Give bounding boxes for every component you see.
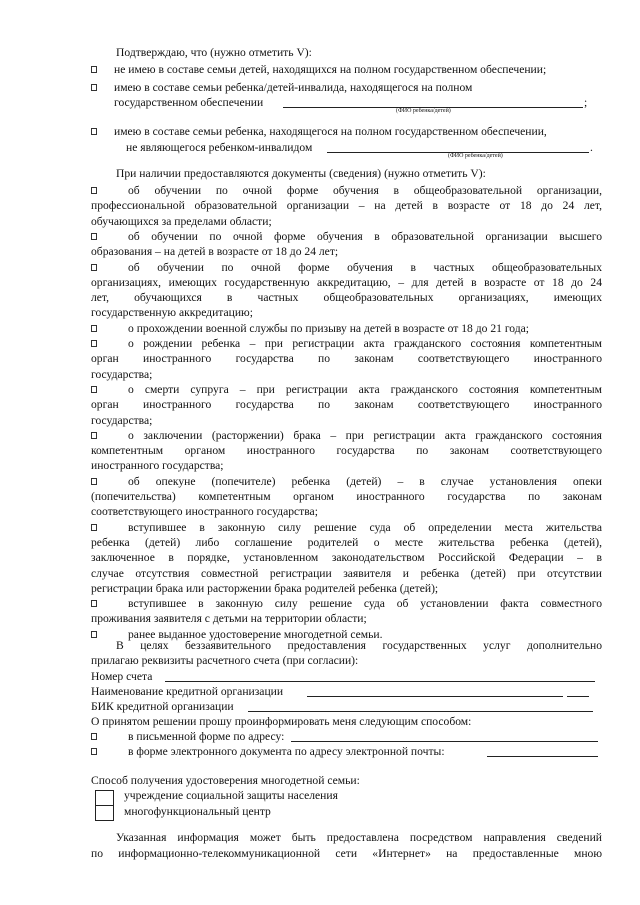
document-item-6-line: государства; bbox=[91, 413, 153, 427]
child-name-caption-1: (ФИО ребенка/детей) bbox=[396, 108, 451, 114]
confirm-option-2-end: ; bbox=[584, 96, 588, 109]
child-name-caption-2: (ФИО ребенка/детей) bbox=[448, 153, 503, 159]
document-item-6-line: о смерти супруга – при регистрации акта гражданского состояния компетентным bbox=[128, 382, 602, 396]
document-item-6-line: орган иностранного государства по законам соответствующего иностранного bbox=[91, 398, 602, 412]
checkbox-receive-mfc[interactable] bbox=[95, 805, 114, 821]
document-item-3-line: об обучении по очной форме обучения в частных общеобразовательных bbox=[128, 260, 602, 274]
confirm-intro: Подтверждаю, что (нужно отметить V): bbox=[116, 46, 312, 59]
confirm-option-3-line1: имею в составе семьи ребенка, находящегося на полном государственном обеспечении, bbox=[114, 125, 547, 138]
document-item-3-line: лет, обучающихся в частных общеобразовательных организациях, имеющих bbox=[91, 291, 602, 305]
document-item-8-line: об опекуне (попечителе) ребенка (детей) – в случае установления опеки bbox=[128, 474, 602, 488]
document-item-1-line: профессиональной образовательной организации – на детей в возрасте от 18 до 24 лет, bbox=[91, 199, 602, 213]
document-item-5-line: орган иностранного государства по законам соответствующего иностранного bbox=[91, 352, 602, 366]
bank-name-field-extra[interactable] bbox=[567, 696, 589, 697]
checkbox-notify-paper[interactable] bbox=[91, 733, 97, 740]
checkbox-document-6[interactable] bbox=[91, 386, 97, 393]
document-item-5-line: о рождении ребенка – при регистрации акта гражданского состояния компетентным bbox=[128, 337, 602, 350]
receive-intro: Способ получения удостоверения многодетной семьи: bbox=[91, 774, 360, 787]
checkbox-document-1[interactable] bbox=[91, 187, 97, 194]
document-item-7-line: иностранного государства; bbox=[91, 459, 224, 473]
checkbox-document-11[interactable] bbox=[91, 631, 97, 638]
document-item-11-line: ранее выданное удостоверение многодетной семьи. bbox=[128, 627, 383, 641]
notify-intro: О принятом решении прошу проинформировать меня следующим способом: bbox=[91, 715, 472, 728]
postal-address-field[interactable] bbox=[291, 741, 598, 742]
document-item-10-line: проживания заявителя с детьми на территории области; bbox=[91, 612, 367, 626]
notify-paper-label: в письменной форме по адресу: bbox=[128, 730, 285, 743]
checkbox-no-children-state-care[interactable] bbox=[91, 66, 97, 73]
document-item-9-line: заключенное в порядке, установленном законодательством Российской Федерации – в bbox=[91, 551, 602, 565]
confirm-option-1: не имею в составе семьи детей, находящихся на полном государственном обеспечении; bbox=[114, 63, 547, 76]
bank-intro-line2: прилагаю реквизиты расчетного счета (при согласии): bbox=[91, 654, 359, 667]
document-item-3-line: организациях, имеющих государственную аккредитацию, – для детей в возрасте от 18 до 24 bbox=[91, 275, 602, 289]
document-item-9-line: случае отсутствия совместной регистрации заявителя и ребенка (детей) при отсутствии bbox=[91, 566, 602, 580]
checkbox-document-9[interactable] bbox=[91, 524, 97, 531]
bank-name-field[interactable] bbox=[307, 696, 563, 697]
checkbox-notify-electronic[interactable] bbox=[91, 748, 97, 755]
document-item-8-line: соответствующего иностранного государства; bbox=[91, 505, 318, 519]
receive-option-mfc: многофункциональный центр bbox=[124, 805, 271, 818]
notify-electronic-label: в форме электронного документа по адресу электронной почты: bbox=[128, 745, 445, 758]
checkbox-document-2[interactable] bbox=[91, 233, 97, 240]
account-number-label: Номер счета bbox=[91, 670, 153, 683]
checkbox-document-3[interactable] bbox=[91, 264, 97, 271]
confirm-option-2-line2: государственном обеспечении bbox=[114, 96, 264, 109]
document-item-2-line: об обучении по очной форме обучения в образовательной организации высшего bbox=[128, 229, 602, 243]
footer-line1: Указанная информация может быть предоставлена посредством направления сведений bbox=[116, 831, 602, 844]
document-item-9-line: регистрации брака или расторжении брака родителей ребенка (детей); bbox=[91, 581, 439, 595]
document-item-4-line: о прохождении военной службы по призыву на детей в возрасте от 18 до 21 года; bbox=[128, 321, 530, 335]
bank-intro-line1: В целях беззаявительного предоставления государственных услуг дополнительно bbox=[116, 639, 602, 652]
document-item-7-line: компетентным органом иностранного государства по законам соответствующего bbox=[91, 444, 602, 458]
document-item-9-line: вступившее в законную силу решение суда об определении места жительства bbox=[128, 520, 602, 534]
checkbox-document-8[interactable] bbox=[91, 478, 97, 485]
account-number-field[interactable] bbox=[165, 681, 595, 682]
document-item-1-line: об обучении по очной форме обучения в общеобразовательной организации, bbox=[128, 184, 602, 197]
checkbox-disabled-child-state-care[interactable] bbox=[91, 84, 97, 91]
checkbox-child-state-care-not-disabled[interactable] bbox=[91, 128, 97, 135]
document-item-1-line: обучающихся за пределами области; bbox=[91, 214, 272, 228]
document-item-3-line: государственную аккредитацию; bbox=[91, 306, 253, 320]
email-address-field[interactable] bbox=[487, 756, 598, 757]
document-item-5-line: государства; bbox=[91, 367, 153, 381]
checkbox-document-5[interactable] bbox=[91, 340, 97, 347]
document-item-10-line: вступившее в законную силу решение суда об установлении факта совместного bbox=[128, 597, 602, 611]
bik-field[interactable] bbox=[248, 711, 593, 712]
receive-option-social: учреждение социальной защиты населения bbox=[124, 789, 338, 802]
bik-label: БИК кредитной организации bbox=[91, 700, 234, 713]
confirm-option-3-line2: не являющегося ребенком-инвалидом bbox=[126, 141, 313, 154]
checkbox-document-4[interactable] bbox=[91, 325, 97, 332]
document-item-9-line: ребенка (детей) либо соглашение родителей о месте жительства ребенка (детей), bbox=[91, 535, 602, 549]
checkbox-document-7[interactable] bbox=[91, 432, 97, 439]
document-item-8-line: (попечительства) компетентным органом иностранного государства по законам bbox=[91, 490, 602, 503]
bank-name-label: Наименование кредитной организации bbox=[91, 685, 284, 698]
document-item-7-line: о заключении (расторжении) брака – при регистрации акта гражданского состояния bbox=[128, 428, 602, 442]
confirm-option-3-end: . bbox=[590, 141, 593, 154]
confirm-option-2-line1: имею в составе семьи ребенка/детей-инвалида, находящегося на полном bbox=[114, 81, 473, 94]
checkbox-document-10[interactable] bbox=[91, 600, 97, 607]
documents-intro: При наличии предоставляются документы (сведения) (нужно отметить V): bbox=[116, 167, 486, 180]
footer-line2: по информационно-телекоммуникационной сети «Интернет» на предоставленные мною bbox=[91, 847, 602, 860]
checkbox-receive-social[interactable] bbox=[95, 790, 114, 806]
document-item-2-line: образования – на детей в возрасте от 18 до 24 лет; bbox=[91, 245, 339, 259]
